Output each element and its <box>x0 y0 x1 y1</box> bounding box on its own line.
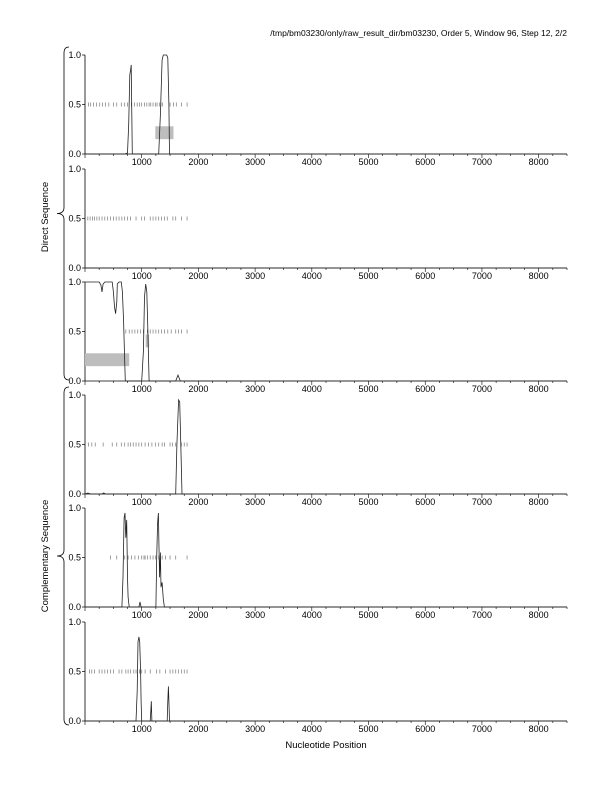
x-tick-label: 2000 <box>188 610 209 620</box>
x-tick-label: 3000 <box>245 497 266 507</box>
x-tick-label: 8000 <box>528 157 549 167</box>
panel-1 <box>68 50 567 167</box>
x-tick-label: 5000 <box>358 271 379 281</box>
x-tick-label: 6000 <box>415 724 436 734</box>
shaded-region <box>155 126 173 139</box>
x-tick-label: 6000 <box>415 157 436 167</box>
y-tick-label: 0.0 <box>68 376 81 386</box>
x-axis-title: Nucleotide Position <box>285 740 367 751</box>
x-tick-label: 2000 <box>188 724 209 734</box>
y-tick-label: 0.5 <box>68 99 81 110</box>
x-tick-label: 4000 <box>301 724 322 734</box>
x-tick-label: 1000 <box>131 610 152 620</box>
x-tick-label: 1000 <box>131 271 152 281</box>
y-tick-label: 1.0 <box>68 503 81 513</box>
y-tick-label: 0.5 <box>68 552 81 563</box>
y-tick-label: 0.0 <box>68 149 81 159</box>
y-tick-label: 0.0 <box>68 489 81 499</box>
x-tick-label: 5000 <box>358 497 379 507</box>
x-tick-label: 3000 <box>245 157 266 167</box>
x-tick-label: 8000 <box>528 724 549 734</box>
panel-6 <box>68 617 567 734</box>
y-tick-label: 1.0 <box>68 164 81 174</box>
x-tick-label: 6000 <box>415 610 436 620</box>
y-tick-label: 1.0 <box>68 390 81 400</box>
x-tick-label: 6000 <box>415 271 436 281</box>
x-tick-label: 1000 <box>131 384 152 394</box>
x-tick-label: 5000 <box>358 384 379 394</box>
x-tick-label: 7000 <box>471 497 492 507</box>
x-tick-label: 1000 <box>131 157 152 167</box>
y-tick-label: 1.0 <box>68 617 81 627</box>
x-tick-label: 7000 <box>471 271 492 281</box>
x-tick-label: 2000 <box>188 157 209 167</box>
x-tick-label: 2000 <box>188 497 209 507</box>
panel-3 <box>68 277 567 394</box>
x-tick-label: 7000 <box>471 610 492 620</box>
series-line <box>85 400 567 494</box>
group-bracket <box>57 47 69 380</box>
x-tick-label: 5000 <box>358 724 379 734</box>
x-tick-label: 3000 <box>245 724 266 734</box>
x-tick-label: 7000 <box>471 724 492 734</box>
y-tick-label: 0.0 <box>68 716 81 726</box>
x-tick-label: 6000 <box>415 497 436 507</box>
figure-title: /tmp/bm03230/only/raw_result_dir/bm03230, Order 5, Window 96, Step 12, 2/2 <box>270 28 567 38</box>
x-tick-label: 3000 <box>245 384 266 394</box>
x-tick-label: 8000 <box>528 384 549 394</box>
y-tick-label: 0.0 <box>68 263 81 273</box>
x-tick-label: 1000 <box>131 724 152 734</box>
series-line <box>85 637 567 721</box>
y-tick-label: 0.5 <box>68 213 81 224</box>
series-line <box>85 282 567 381</box>
x-tick-label: 7000 <box>471 384 492 394</box>
x-tick-label: 8000 <box>528 610 549 620</box>
x-tick-label: 4000 <box>301 610 322 620</box>
x-tick-label: 7000 <box>471 157 492 167</box>
x-tick-label: 1000 <box>131 497 152 507</box>
y-tick-label: 0.5 <box>68 666 81 677</box>
panel-4 <box>68 390 567 507</box>
x-tick-label: 4000 <box>301 157 322 167</box>
group-brackets <box>57 47 69 725</box>
shaded-region <box>85 353 129 366</box>
x-tick-label: 4000 <box>301 497 322 507</box>
x-tick-label: 2000 <box>188 384 209 394</box>
x-tick-label: 5000 <box>358 610 379 620</box>
panel-2 <box>68 164 567 281</box>
x-tick-label: 3000 <box>245 610 266 620</box>
x-tick-label: 5000 <box>358 157 379 167</box>
group-label-direct: Direct Sequence <box>40 181 51 253</box>
panels <box>68 50 567 734</box>
group-bracket <box>57 387 69 725</box>
group-label-complementary: Complementary Sequence <box>40 499 51 613</box>
panel-5 <box>68 503 567 620</box>
y-tick-label: 0.5 <box>68 326 81 337</box>
x-tick-label: 2000 <box>188 271 209 281</box>
x-tick-label: 6000 <box>415 384 436 394</box>
x-tick-label: 8000 <box>528 497 549 507</box>
y-tick-label: 1.0 <box>68 50 81 60</box>
x-tick-label: 4000 <box>301 384 322 394</box>
x-tick-label: 8000 <box>528 271 549 281</box>
x-tick-label: 4000 <box>301 271 322 281</box>
y-tick-label: 0.5 <box>68 439 81 450</box>
series-line <box>85 513 567 607</box>
x-tick-label: 3000 <box>245 271 266 281</box>
y-tick-label: 0.0 <box>68 602 81 612</box>
y-tick-label: 1.0 <box>68 277 81 287</box>
